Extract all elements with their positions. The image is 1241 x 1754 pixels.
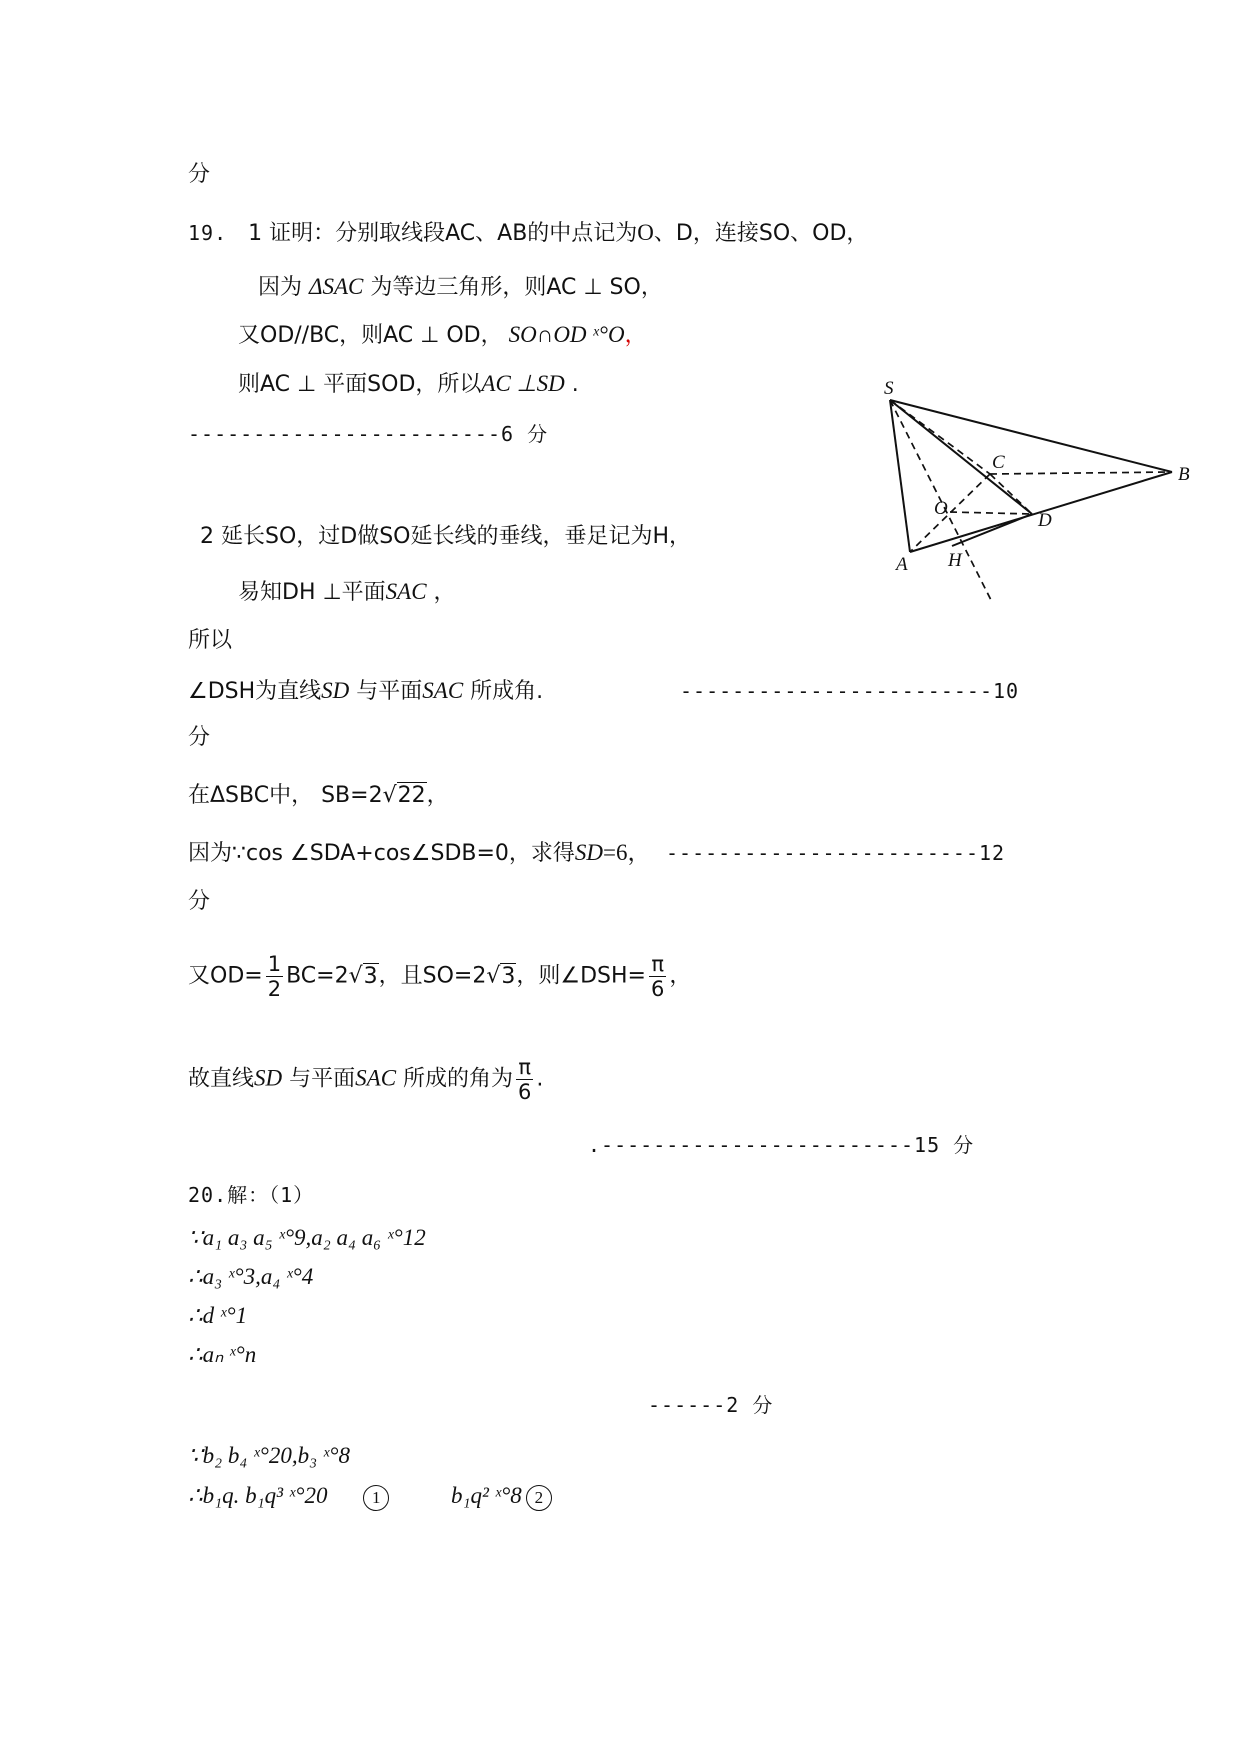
score-10	[680, 676, 1019, 706]
math: ∴d ˣ°1	[188, 1303, 248, 1328]
part-number: 2	[200, 524, 214, 549]
text: 分	[188, 162, 211, 187]
numerator: π	[516, 1055, 533, 1080]
line-suoyi	[188, 626, 232, 656]
text: 分	[188, 889, 211, 914]
denominator: 6	[650, 977, 665, 1001]
label-C: C	[992, 452, 1005, 473]
text: .	[536, 1066, 544, 1092]
score-15	[588, 1130, 974, 1160]
text: 与平面	[349, 679, 423, 704]
text: ，	[624, 323, 647, 348]
text: BC=2	[286, 963, 349, 989]
text: 所成角.	[463, 679, 544, 704]
math: ∴b₁q. b₁q³ ˣ°20	[188, 1483, 328, 1508]
line-conclusion	[188, 1055, 543, 1104]
text: =6，	[603, 840, 651, 865]
math: b₁q² ˣ°8	[450, 1483, 522, 1508]
problem-19-heading	[188, 218, 868, 249]
eq-line-1	[188, 1223, 426, 1253]
line-equilateral	[258, 272, 663, 303]
text: ------------------------12	[666, 841, 1006, 865]
pyramid-figure	[880, 376, 1210, 612]
line-part2	[200, 522, 691, 552]
math: ˣ°O	[586, 322, 625, 347]
eq-line-4	[188, 1340, 256, 1370]
numerator: 1	[267, 952, 282, 976]
edge-DH	[952, 514, 1032, 546]
denominator: 6	[518, 1080, 532, 1104]
text: SB=2	[321, 783, 383, 808]
edge-CB	[990, 472, 1172, 474]
text: ------2 分	[648, 1393, 774, 1417]
text: 延长SO，过D做SO延长线的垂线，垂足记为H，	[214, 524, 692, 549]
text: .------------------------15 分	[588, 1133, 975, 1157]
edge-SA	[890, 400, 910, 552]
segment-CD	[990, 474, 1032, 514]
math: AC ⊥SD	[481, 371, 565, 396]
math: ∴aₙ ˣ°n	[188, 1342, 257, 1367]
score-6	[188, 419, 548, 449]
text: 所以	[188, 628, 233, 653]
sqrt-content: 3	[363, 963, 378, 989]
text: O	[637, 220, 654, 245]
text: ∠DSH为直线	[188, 679, 322, 704]
label-B: B	[1178, 464, 1190, 485]
label-O: O	[934, 498, 948, 519]
text: .	[564, 372, 579, 397]
denominator: 2	[267, 977, 282, 1001]
segment-OD	[950, 512, 1032, 514]
edge-SC	[890, 400, 990, 474]
text: 为等边三角形，则AC ⊥ SO，	[363, 275, 663, 300]
score-2	[648, 1390, 773, 1420]
label-D: D	[1038, 510, 1052, 531]
math: SAC	[422, 678, 464, 703]
problem-number: 19.	[188, 221, 228, 245]
math: SAC	[355, 1065, 397, 1091]
text: ，	[426, 783, 449, 808]
line-cos	[188, 838, 651, 869]
math: SO∩OD	[508, 322, 587, 347]
circled-number: 1	[363, 1485, 389, 1511]
line-od-parallel	[238, 320, 647, 351]
line-ac-perp	[238, 369, 579, 400]
sqrt-content: 22	[397, 783, 426, 808]
eq-line-3	[188, 1301, 247, 1331]
line-fen-3	[188, 887, 210, 917]
fraction-pi-6	[649, 952, 666, 1001]
fraction-pi-6	[516, 1055, 533, 1104]
fraction-half	[266, 952, 283, 1001]
text: ，则∠DSH=	[516, 963, 646, 989]
part-number: 1	[248, 221, 263, 246]
eq-line-2	[188, 1262, 313, 1292]
eq-line-6	[188, 1481, 552, 1511]
line-sbc: 在ΔSBC中， SB=2√22，	[188, 783, 449, 808]
math: ∵b₂ b₄ ˣ°20,b₃ ˣ°8	[188, 1443, 350, 1468]
line-angle-dsh	[188, 676, 543, 707]
figure-dashed-lines	[890, 400, 1172, 602]
line-dh-perp	[238, 577, 456, 608]
text: ------------------------6 分	[188, 422, 549, 446]
text: 20.解：（1）	[188, 1183, 315, 1207]
sqrt-content: 3	[501, 963, 516, 989]
eq-line-5	[188, 1441, 350, 1471]
line-fen-1	[188, 160, 210, 190]
text: SO=2	[422, 963, 487, 989]
text: ------------------------10	[680, 679, 1020, 703]
label-S: S	[884, 378, 894, 399]
score-12	[666, 838, 1005, 868]
math: ΔSAC	[309, 274, 364, 299]
text: 在ΔSBC中，	[188, 783, 314, 808]
circled-number: 2	[526, 1485, 552, 1511]
text: ，且	[378, 963, 423, 989]
text: 故直线	[188, 1066, 255, 1092]
text: 分	[188, 725, 211, 750]
text: 因为	[258, 275, 309, 300]
label-H: H	[948, 550, 962, 571]
text: 、D，连接SO、OD，	[653, 221, 869, 246]
math: SD	[254, 1065, 283, 1091]
text: 所成的角为	[396, 1066, 514, 1092]
math: SD	[574, 840, 604, 865]
problem-20-heading	[188, 1180, 314, 1210]
line-fen-2	[188, 723, 210, 753]
math: SAC	[385, 579, 427, 604]
line-od-value: 又OD= $\frac{1}{2}$ BC=2√3，且SO=2√3，则∠DSH= $\frac{\pi}{6}$ ，	[188, 952, 692, 1001]
text: 则AC ⊥ 平面SOD，所以	[238, 372, 482, 397]
math: SD	[321, 678, 350, 703]
text: ，	[669, 963, 692, 989]
text: ，	[426, 580, 456, 605]
text: 又OD=	[188, 963, 263, 989]
text: 证明：分别取线段AC、AB的中点记为	[262, 221, 638, 246]
math: ∴a₃ ˣ°3,a₄ ˣ°4	[188, 1264, 314, 1289]
text: 又OD//BC，则AC ⊥ OD，	[238, 323, 503, 348]
edge-SB	[890, 400, 1172, 472]
label-A: A	[896, 554, 908, 575]
math: ∵a₁ a₃ a₅ ˣ°9,a₂ a₄ a₆ ˣ°12	[188, 1225, 426, 1250]
numerator: π	[649, 952, 666, 977]
text: 与平面	[282, 1066, 356, 1092]
text: 易知DH ⊥平面	[238, 580, 386, 605]
text: 因为∵cos ∠SDA+cos∠SDB=0，求得	[188, 841, 575, 866]
